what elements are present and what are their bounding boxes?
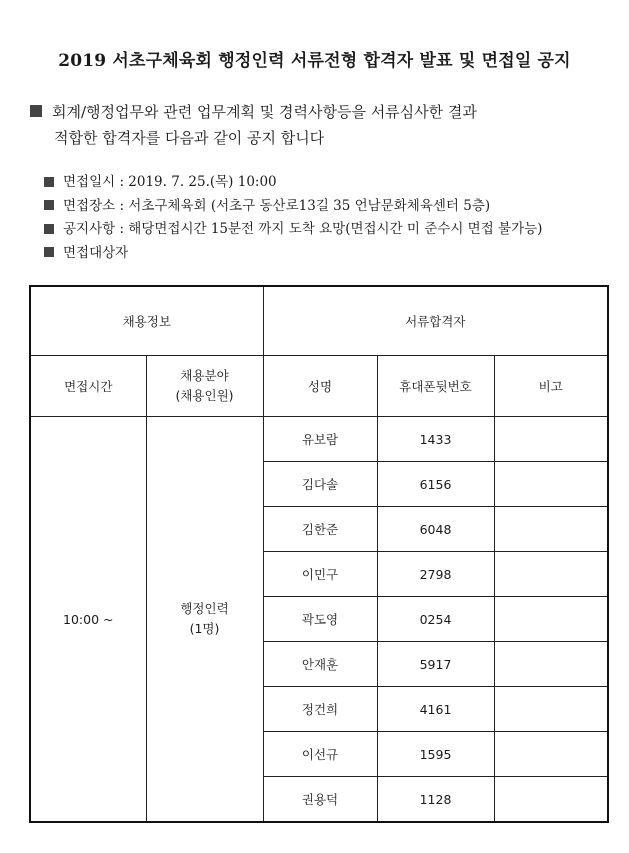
candidate-name: 김다솔 bbox=[263, 462, 377, 507]
note-header: 비고 bbox=[494, 356, 608, 417]
candidate-note bbox=[494, 597, 608, 642]
interview-details bbox=[44, 171, 542, 265]
intro-line-2: 적합한 합격자를 다음과 같이 공지 합니다 bbox=[54, 129, 325, 147]
detail-text: 면접대상자 bbox=[63, 244, 129, 261]
candidate-name: 이민구 bbox=[263, 552, 377, 597]
candidate-phone: 6048 bbox=[377, 507, 494, 552]
square-bullet-icon bbox=[44, 177, 54, 187]
candidate-phone: 1128 bbox=[377, 777, 494, 823]
page-title: 2019 서초구체육회 행정인력 서류전형 합격자 발표 및 면접일 공지 bbox=[58, 51, 571, 71]
detail-notice bbox=[44, 218, 542, 242]
candidate-note bbox=[494, 417, 608, 462]
intro-text bbox=[30, 99, 477, 151]
candidate-phone: 5917 bbox=[377, 642, 494, 687]
candidate-phone: 1433 bbox=[377, 417, 494, 462]
table-column-header-row bbox=[30, 356, 608, 417]
candidate-note bbox=[494, 642, 608, 687]
recruit-info-header: 채용정보 bbox=[30, 286, 263, 356]
detail-candidates bbox=[44, 242, 542, 266]
field-header-line-1: 채용분야 bbox=[180, 368, 229, 383]
table-row bbox=[30, 417, 608, 462]
candidate-name: 정건희 bbox=[263, 687, 377, 732]
detail-text: 공지사항 : 해당면접시간 15분전 까지 도착 요망(면접시간 미 준수시 면접 불가능) bbox=[63, 221, 543, 237]
candidate-note bbox=[494, 552, 608, 597]
square-bullet-icon bbox=[44, 200, 54, 210]
candidate-note bbox=[494, 687, 608, 732]
field-headcount: (1명) bbox=[189, 621, 220, 636]
name-header: 성명 bbox=[263, 356, 377, 417]
square-bullet-icon bbox=[44, 224, 54, 234]
square-bullet-icon bbox=[30, 105, 42, 117]
field-name: 행정인력 bbox=[180, 601, 229, 616]
candidate-phone: 2798 bbox=[377, 552, 494, 597]
passers-header: 서류합격자 bbox=[263, 286, 608, 356]
candidate-phone: 1595 bbox=[377, 732, 494, 777]
candidate-name: 권용덕 bbox=[263, 777, 377, 823]
field-header bbox=[146, 356, 263, 417]
candidate-name: 안재훈 bbox=[263, 642, 377, 687]
detail-text: 면접장소 : 서초구체육회 (서초구 동산로13길 35 언남문화체육센터 5층) bbox=[63, 197, 491, 214]
intro-line-1-text: 회계/행정업무와 관련 업무계획 및 경력사항등을 서류심사한 결과 bbox=[52, 103, 477, 121]
intro-line-1 bbox=[30, 99, 477, 125]
candidate-name: 김한준 bbox=[263, 507, 377, 552]
candidate-note bbox=[494, 507, 608, 552]
candidate-note bbox=[494, 732, 608, 777]
field-cell bbox=[146, 417, 263, 823]
square-bullet-icon bbox=[44, 247, 54, 257]
table-group-header-row bbox=[30, 286, 608, 356]
candidate-note bbox=[494, 777, 608, 823]
field-header-line-2: (채용인원) bbox=[175, 388, 234, 403]
detail-interview-place bbox=[44, 195, 542, 219]
candidates-table bbox=[29, 285, 609, 823]
phone-header: 휴대폰뒷번호 bbox=[377, 356, 494, 417]
detail-interview-date bbox=[44, 171, 542, 195]
candidate-note bbox=[494, 462, 608, 507]
candidate-name: 곽도영 bbox=[263, 597, 377, 642]
candidate-phone: 6156 bbox=[377, 462, 494, 507]
detail-text: 면접일시 : 2019. 7. 25.(목) 10:00 bbox=[63, 174, 277, 190]
interview-time-cell: 10:00 ~ bbox=[30, 417, 146, 823]
candidate-phone: 0254 bbox=[377, 597, 494, 642]
interview-time-header: 면접시간 bbox=[30, 356, 146, 417]
candidate-name: 이선규 bbox=[263, 732, 377, 777]
candidate-phone: 4161 bbox=[377, 687, 494, 732]
candidate-name: 유보람 bbox=[263, 417, 377, 462]
